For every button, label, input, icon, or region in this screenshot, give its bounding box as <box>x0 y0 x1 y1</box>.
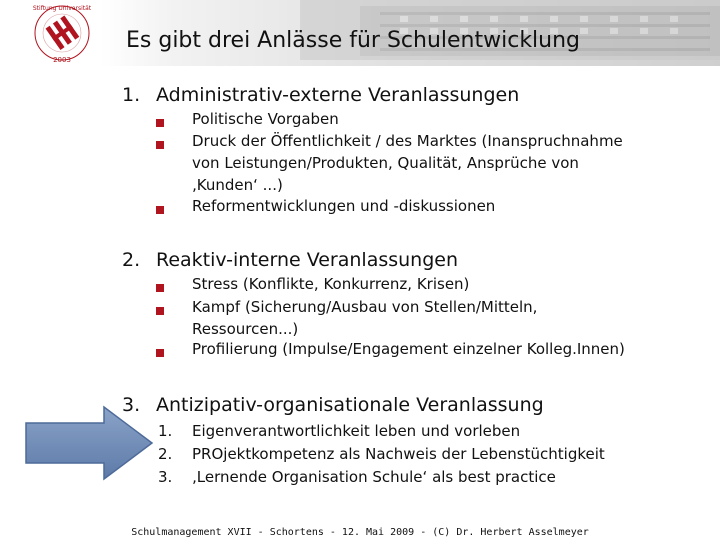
list-item <box>192 130 692 196</box>
item-line: Reformentwicklungen und -diskussionen <box>192 197 496 215</box>
section-title: Antizipativ-organisationale Veranlassung <box>156 394 544 416</box>
ordered-number: 1. <box>158 422 173 440</box>
arrow-right-icon <box>24 405 154 481</box>
ordered-number: 3. <box>158 468 173 486</box>
list-item <box>192 338 692 360</box>
section-title: Reaktiv-interne Veranlassungen <box>156 249 459 271</box>
list-item <box>192 296 692 340</box>
section-heading-2 <box>122 249 458 271</box>
svg-text:2003: 2003 <box>53 56 71 64</box>
slide-footer: Schulmanagement XVII - Schortens - 12. Mai 2009 - (C) Dr. Herbert Asselmeyer <box>131 527 589 538</box>
square-bullet-icon <box>156 307 164 315</box>
slide-title: Es gibt drei Anlässe für Schulentwicklung <box>126 28 581 53</box>
square-bullet-icon <box>156 349 164 357</box>
square-bullet-icon <box>156 141 164 149</box>
section-number: 2. <box>122 249 141 271</box>
item-line: ‚Kunden‘ ...) <box>192 176 283 194</box>
section-number: 1. <box>122 84 141 106</box>
item-line: Kampf (Sicherung/Ausbau von Stellen/Mitteln, <box>192 298 538 316</box>
item-line: Druck der Öffentlichkeit / des Marktes (Inanspruchnahme <box>192 132 623 150</box>
item-line: Politische Vorgaben <box>192 110 339 128</box>
section-number: 3. <box>122 394 141 416</box>
square-bullet-icon <box>156 119 164 127</box>
section-heading-3 <box>122 394 544 416</box>
item-line: Stress (Konflikte, Konkurrenz, Krisen) <box>192 275 470 293</box>
ordered-number: 2. <box>158 445 173 463</box>
ordered-item: PROjektkompetenz als Nachweis der Lebenstüchtigkeit <box>192 445 605 463</box>
section-title: Administrativ-externe Veranlassungen <box>156 84 520 106</box>
item-line: Profilierung (Impulse/Engagement einzelner Kolleg.Innen) <box>192 340 625 358</box>
ordered-item: Eigenverantwortlichkeit leben und vorleben <box>192 422 521 440</box>
square-bullet-icon <box>156 206 164 214</box>
ordered-item: ‚Lernende Organisation Schule‘ als best practice <box>192 468 556 486</box>
list-item <box>192 195 692 217</box>
item-line: Ressourcen...) <box>192 320 299 338</box>
square-bullet-icon <box>156 284 164 292</box>
list-item <box>192 108 692 130</box>
item-line: von Leistungen/Produkten, Qualität, Ansprüche von <box>192 154 579 172</box>
list-item <box>192 273 692 295</box>
section-heading-1 <box>122 84 519 106</box>
svg-text:Stiftung Universität: Stiftung Universität <box>32 5 92 12</box>
